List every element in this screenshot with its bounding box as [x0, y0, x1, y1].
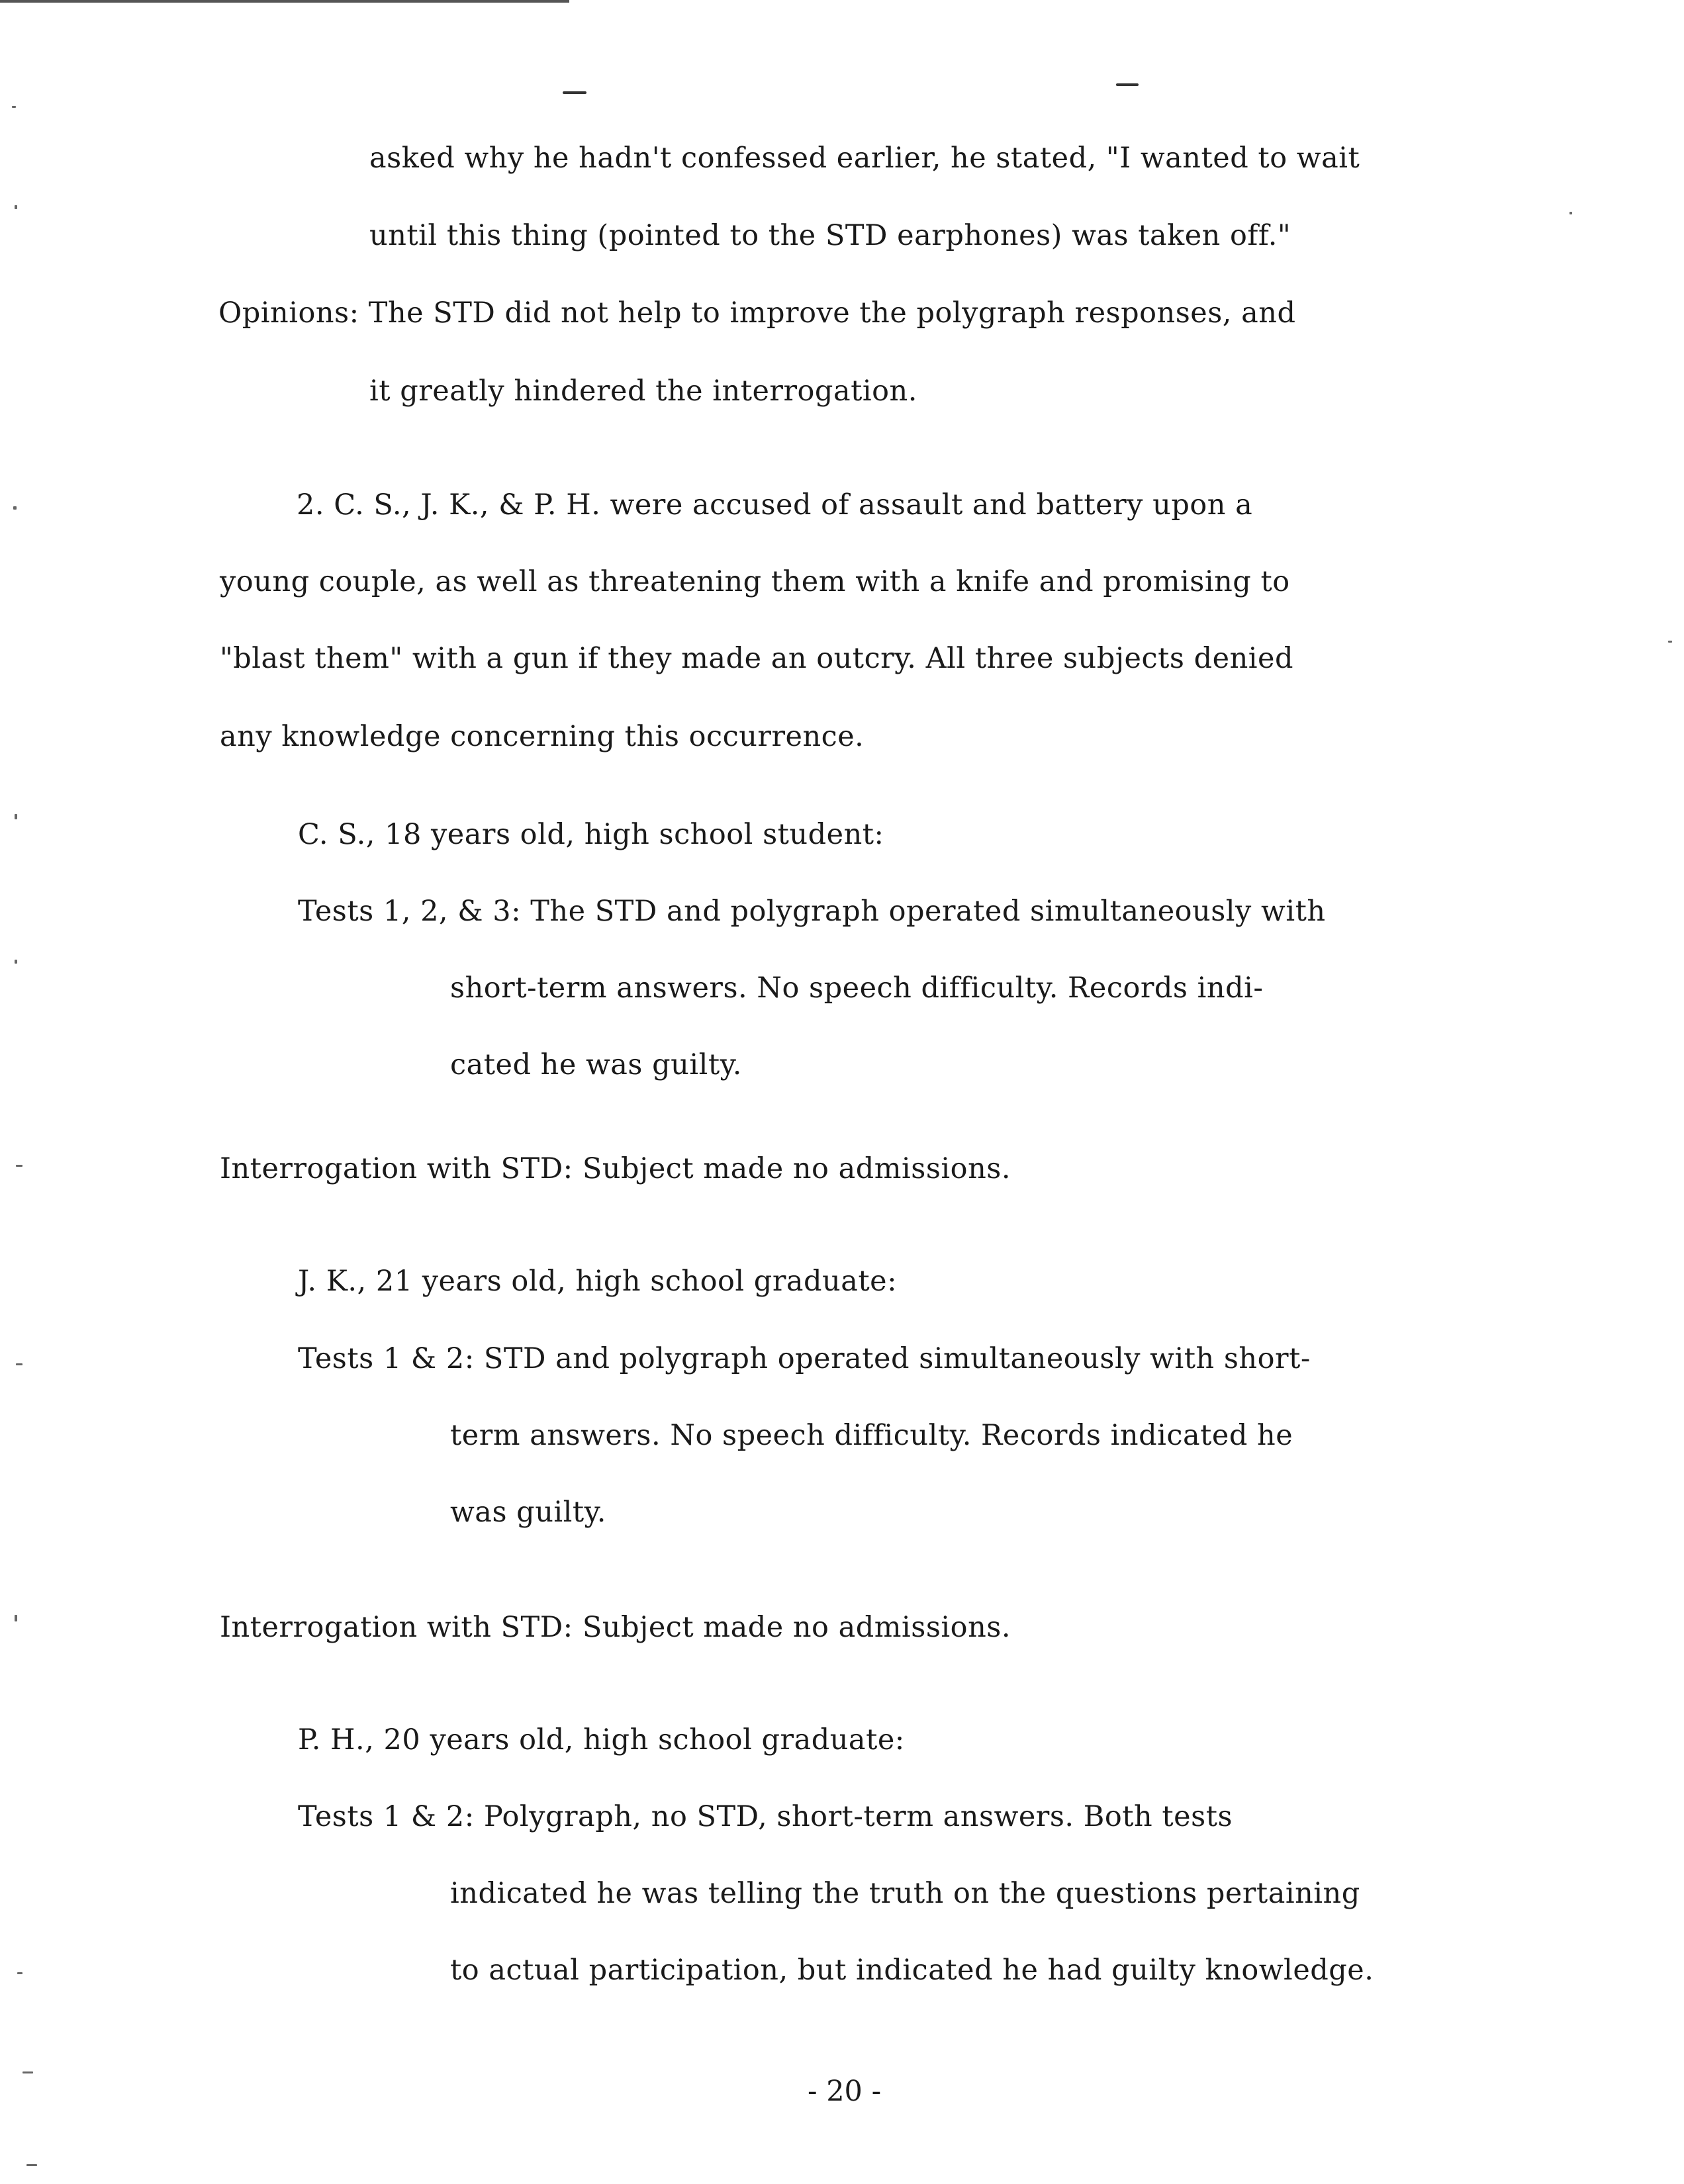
margin-speck [15, 205, 17, 209]
text-line: Tests 1, 2, & 3: The STD and polygraph operated simultaneously with [298, 895, 1326, 928]
text-line: asked why he hadn't confessed earlier, he stated, "I wanted to wait [369, 142, 1360, 175]
margin-speck [15, 960, 17, 964]
text-line: Opinions: The STD did not help to improve the polygraph responses, and [218, 296, 1296, 330]
page-number: - 20 - [808, 2075, 882, 2108]
header-dash-left [563, 91, 586, 94]
text-line: Interrogation with STD: Subject made no admissions. [220, 1152, 1011, 1185]
header-dash-right [1116, 83, 1139, 86]
text-line: short-term answers. No speech difficulty. Records indi- [450, 972, 1264, 1005]
margin-speck [23, 2071, 33, 2073]
text-line: was guilty. [450, 1496, 606, 1529]
text-line: 2. C. S., J. K., & P. H. were accused of assault and battery upon a [297, 488, 1253, 522]
text-line: indicated he was telling the truth on the questions pertaining [450, 1877, 1360, 1910]
margin-speck [13, 506, 17, 510]
text-line: it greatly hindered the interrogation. [369, 375, 917, 408]
text-line: "blast them" with a gun if they made an outcry. All three subjects denied [220, 642, 1293, 675]
text-line: any knowledge concerning this occurrence. [220, 720, 865, 753]
margin-speck [12, 106, 16, 108]
margin-speck [16, 1165, 23, 1167]
top-rule [0, 0, 569, 3]
margin-speck [15, 1615, 17, 1621]
text-line: Interrogation with STD: Subject made no admissions. [220, 1611, 1011, 1644]
text-line: Tests 1 & 2: Polygraph, no STD, short-term answers. Both tests [298, 1800, 1233, 1833]
text-line: until this thing (pointed to the STD earphones) was taken off." [369, 219, 1291, 252]
margin-speck [26, 2164, 37, 2166]
text-line: to actual participation, but indicated he had guilty knowledge. [450, 1954, 1374, 1987]
subject-heading: C. S., 18 years old, high school student: [298, 818, 884, 851]
margin-speck [15, 814, 17, 819]
subject-heading: P. H., 20 years old, high school graduate: [298, 1723, 905, 1756]
margin-speck [17, 1972, 23, 1974]
text-line: young couple, as well as threatening them with a knife and promising to [220, 565, 1290, 598]
text-line: cated he was guilty. [450, 1048, 742, 1081]
margin-speck [16, 1363, 23, 1365]
margin-speck [1569, 212, 1572, 214]
subject-heading: J. K., 21 years old, high school graduate: [298, 1265, 898, 1298]
margin-speck [1668, 641, 1672, 643]
text-line: Tests 1 & 2: STD and polygraph operated simultaneously with short- [298, 1342, 1311, 1375]
text-line: term answers. No speech difficulty. Records indicated he [450, 1419, 1293, 1452]
